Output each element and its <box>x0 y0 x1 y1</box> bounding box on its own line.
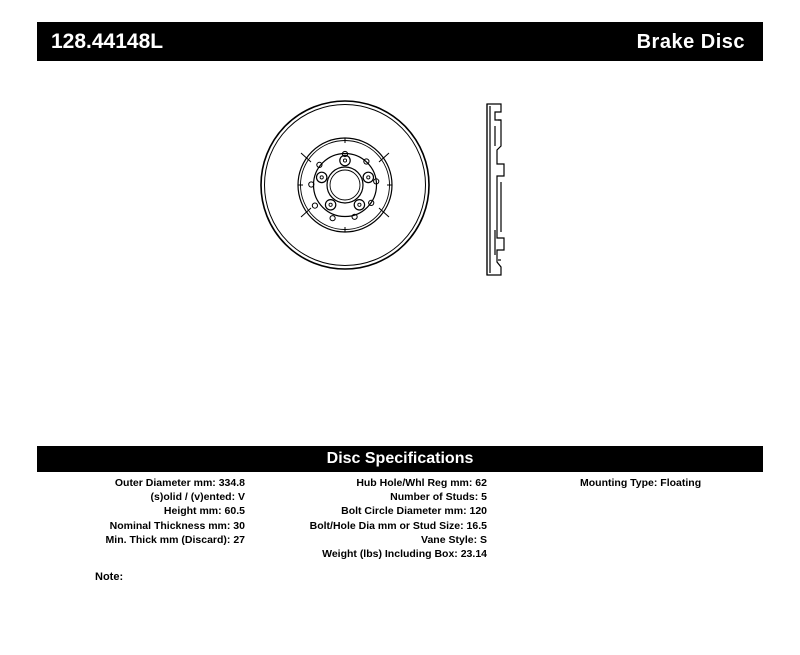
spec-section-title: Disc Specifications <box>326 450 474 467</box>
spec-item: Number of Studs: 5 <box>390 491 487 504</box>
spec-column-middle <box>265 476 487 561</box>
spec-item: Hub Hole/Whl Reg mm: 62 <box>356 477 487 489</box>
spec-item: Min. Thick mm (Discard): 27 <box>105 533 245 546</box>
spec-item: (s)olid / (v)ented: V <box>150 491 245 504</box>
spec-item: Height mm: 60.5 <box>163 505 245 518</box>
spec-item: Mounting Type: Floating <box>580 477 702 489</box>
header-bar <box>37 22 763 61</box>
part-number: 128.44148L <box>51 30 164 53</box>
note-label: Note: <box>95 571 124 583</box>
technical-drawing <box>255 90 545 280</box>
rotor-drawing-svg <box>255 90 545 280</box>
page-title: Brake Disc <box>636 30 745 53</box>
spec-item: Vane Style: S <box>421 533 487 546</box>
spec-item: Nominal Thickness mm: 30 <box>109 519 245 532</box>
spec-column-right <box>542 476 763 490</box>
spec-item: Weight (lbs) Including Box: 23.14 <box>322 548 487 561</box>
spec-section-bar <box>37 446 763 472</box>
spec-item: Bolt Circle Diameter mm: 120 <box>341 505 487 518</box>
spec-item: Outer Diameter mm: 334.8 <box>114 477 245 489</box>
rotor-face-view <box>261 101 429 269</box>
rotor-edge-view <box>487 104 504 275</box>
spec-column-left <box>37 476 245 547</box>
spec-item: Bolt/Hole Dia mm or Stud Size: 16.5 <box>309 519 487 532</box>
spec-columns <box>37 476 763 576</box>
